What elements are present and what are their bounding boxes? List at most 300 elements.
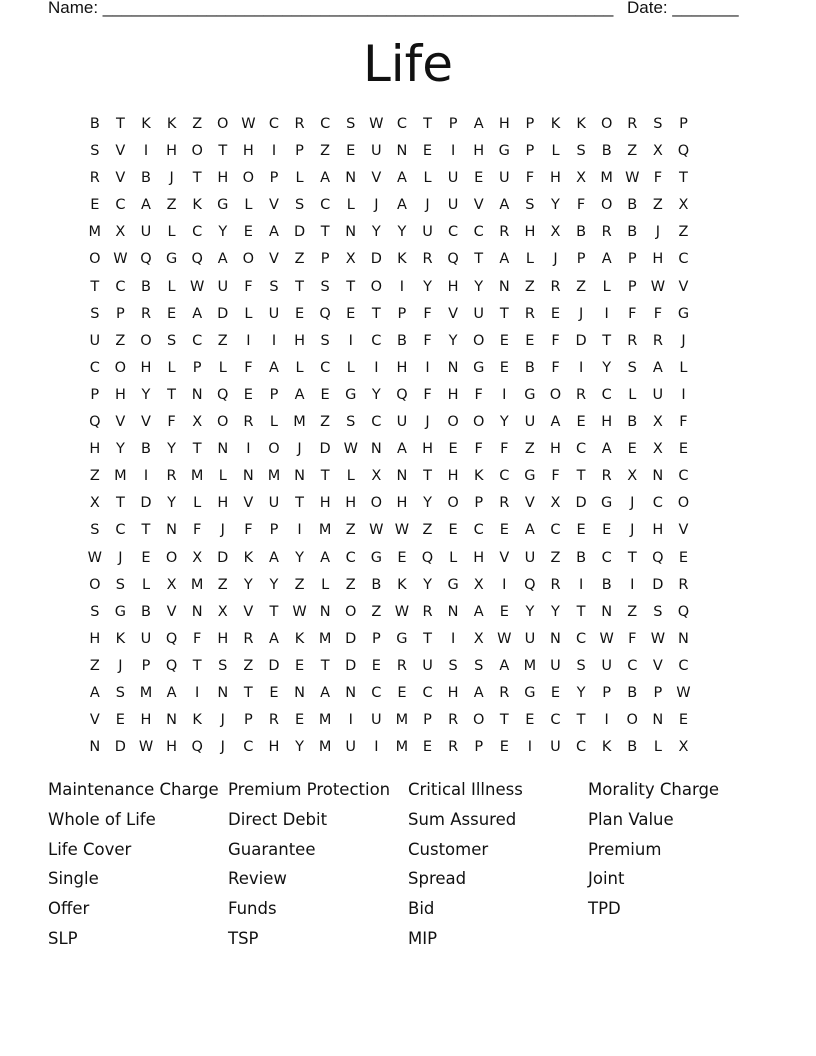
grid-letter: O <box>217 116 229 132</box>
grid-letter: I <box>374 739 379 756</box>
grid-letter: L <box>193 495 202 512</box>
grid-letter: D <box>140 495 152 512</box>
grid-letter: C <box>396 116 407 132</box>
grid-letter: J <box>630 495 635 512</box>
grid-letter: E <box>499 522 509 539</box>
grid-letter: Z <box>678 224 689 241</box>
grid-letter: A <box>652 359 663 376</box>
grid-letter: H <box>217 630 229 647</box>
grid-letter: Y <box>371 386 381 403</box>
grid-letter: I <box>348 332 353 349</box>
grid-letter: N <box>294 468 305 485</box>
grid-letter: X <box>550 224 561 241</box>
grid-letter: P <box>525 116 535 132</box>
grid-letter: V <box>115 143 126 160</box>
grid-letter: X <box>678 739 689 756</box>
grid-letter: L <box>218 468 227 485</box>
grid-letter: Z <box>217 576 228 593</box>
grid-letter: W <box>369 522 384 539</box>
grid-letter: C <box>320 197 331 214</box>
grid-letter: S <box>627 359 637 376</box>
grid-letter: Q <box>165 657 178 674</box>
grid-letter: R <box>499 495 510 512</box>
grid-letter: Y <box>576 684 586 701</box>
grid-letter: C <box>345 549 356 566</box>
grid-letter: Q <box>524 576 536 593</box>
grid-letter: M <box>190 576 204 593</box>
grid-letter: Z <box>243 657 254 674</box>
grid-letter: K <box>192 197 202 214</box>
word-bank-item: Review <box>228 869 287 889</box>
grid-letter: Z <box>627 143 638 160</box>
grid-letter: U <box>371 143 382 160</box>
grid-letter: P <box>192 359 202 376</box>
grid-letter: M <box>318 522 332 539</box>
grid-letter: Y <box>397 224 407 241</box>
grid-letter: O <box>217 414 229 431</box>
grid-letter: Y <box>167 441 176 458</box>
grid-letter: E <box>294 657 305 674</box>
grid-letter: N <box>447 359 459 376</box>
grid-letter: I <box>246 332 251 349</box>
grid-letter: W <box>87 549 102 566</box>
word-bank-item: Whole of Life <box>48 809 156 829</box>
grid-letter: O <box>89 251 101 268</box>
grid-letter: S <box>269 278 279 295</box>
grid-letter: K <box>397 251 407 268</box>
grid-letter: H <box>473 143 485 160</box>
grid-letter: O <box>472 332 485 349</box>
grid-letter: T <box>269 603 279 620</box>
grid-letter: R <box>422 251 433 268</box>
grid-letter: Z <box>89 468 100 485</box>
grid-letter: Z <box>524 441 535 458</box>
grid-letter: N <box>166 712 177 729</box>
grid-letter: V <box>115 414 126 431</box>
grid-letter: H <box>268 739 280 756</box>
grid-letter: T <box>167 386 176 403</box>
grid-letter: R <box>448 739 459 756</box>
grid-letter: E <box>499 332 509 349</box>
grid-letter: S <box>346 414 356 431</box>
grid-letter: W <box>343 441 358 458</box>
page-title: Life <box>362 35 454 93</box>
grid-row <box>82 575 696 602</box>
grid-letter: W <box>292 603 307 620</box>
grid-letter: X <box>115 224 126 241</box>
grid-letter: E <box>371 657 381 674</box>
grid-letter: T <box>115 495 125 512</box>
grid-letter: C <box>115 522 126 539</box>
grid-letter: O <box>677 495 690 512</box>
grid-letter: S <box>115 576 125 593</box>
grid-letter: W <box>497 630 512 647</box>
grid-letter: H <box>217 495 229 512</box>
grid-letter: T <box>602 332 612 349</box>
grid-letter: J <box>220 522 225 539</box>
grid-letter: Y <box>423 495 432 512</box>
grid-letter: T <box>346 278 356 295</box>
grid-letter: A <box>396 197 407 214</box>
grid-letter: V <box>652 657 663 674</box>
grid-letter: E <box>678 712 689 729</box>
grid-letter: Y <box>243 576 253 593</box>
grid-letter: Y <box>474 278 484 295</box>
grid-letter: U <box>268 495 280 512</box>
grid-letter: G <box>447 576 459 593</box>
grid-letter: A <box>268 630 279 647</box>
grid-letter: F <box>193 522 202 539</box>
grid-letter: E <box>550 305 561 322</box>
grid-letter: M <box>318 630 332 647</box>
grid-letter: K <box>141 116 151 132</box>
grid-letter: E <box>678 441 689 458</box>
grid-letter: S <box>90 603 100 620</box>
grid-letter: B <box>141 278 151 295</box>
grid-letter: E <box>166 305 177 322</box>
grid-letter: A <box>601 251 612 268</box>
grid-letter: T <box>320 224 330 241</box>
grid-letter: L <box>628 386 637 403</box>
grid-letter: L <box>141 576 151 593</box>
grid-letter: Q <box>652 549 664 566</box>
grid-letter: U <box>422 657 433 674</box>
grid-letter: E <box>243 386 253 403</box>
grid-letter: O <box>447 495 459 512</box>
grid-letter: S <box>346 116 356 132</box>
grid-letter: T <box>423 630 432 647</box>
grid-letter: J <box>425 197 430 214</box>
grid-letter: Z <box>524 278 535 295</box>
grid-letter: V <box>141 414 151 431</box>
grid-letter: D <box>575 495 587 512</box>
grid-row <box>82 656 696 683</box>
grid-letter: U <box>140 224 152 241</box>
grid-letter: H <box>396 495 408 512</box>
grid-letter: C <box>601 386 612 403</box>
grid-letter: P <box>525 143 535 160</box>
grid-letter: V <box>524 495 535 512</box>
grid-letter: B <box>627 414 638 431</box>
grid-letter: U <box>447 197 459 214</box>
grid-letter: E <box>141 549 151 566</box>
grid-letter: D <box>652 576 664 593</box>
grid-letter: S <box>576 143 586 160</box>
grid-letter: X <box>652 143 663 160</box>
grid-letter: Y <box>499 414 509 431</box>
word-bank-item: Customer <box>408 839 489 859</box>
grid-letter: P <box>679 116 688 132</box>
grid-letter: I <box>271 143 277 160</box>
grid-letter: N <box>217 441 229 458</box>
grid-letter: Z <box>294 251 305 268</box>
grid-letter: M <box>318 739 332 756</box>
grid-letter: E <box>294 305 305 322</box>
grid-letter: J <box>220 739 225 756</box>
grid-letter: S <box>90 143 100 160</box>
grid-row <box>82 412 696 439</box>
grid-letter: R <box>89 170 100 187</box>
grid-letter: L <box>244 305 253 322</box>
grid-letter: A <box>499 251 510 268</box>
grid-letter: Y <box>423 278 432 295</box>
grid-letter: M <box>190 468 204 485</box>
grid-letter: W <box>394 522 410 539</box>
grid-letter: B <box>627 224 638 241</box>
grid-letter: Z <box>345 522 356 539</box>
grid-letter: B <box>576 549 587 566</box>
grid-letter: O <box>242 251 255 268</box>
grid-letter: L <box>321 576 330 593</box>
grid-letter: N <box>498 278 510 295</box>
grid-letter: W <box>138 739 154 756</box>
grid-letter: Y <box>602 359 612 376</box>
grid-letter: F <box>576 197 586 214</box>
word-bank-item: Bid <box>408 899 435 919</box>
grid-letter: E <box>448 441 458 458</box>
grid-letter: T <box>474 251 484 268</box>
grid-letter: X <box>473 630 484 647</box>
grid-letter: D <box>293 224 306 241</box>
grid-letter: K <box>243 549 254 566</box>
grid-letter: H <box>89 441 101 458</box>
word-bank-item: Maintenance Charge <box>48 780 219 799</box>
grid-letter: T <box>423 468 432 485</box>
grid-letter: Q <box>396 386 408 403</box>
grid-letter: W <box>241 116 256 132</box>
grid-letter: N <box>166 522 177 539</box>
grid-letter: O <box>370 278 383 295</box>
grid-row <box>82 629 696 656</box>
grid-letter: D <box>217 549 229 566</box>
grid-letter: T <box>499 712 509 729</box>
grid-letter: C <box>243 739 254 756</box>
grid-letter: I <box>143 468 149 485</box>
grid-letter: X <box>371 468 382 485</box>
grid-letter: R <box>294 116 305 132</box>
grid-letter: L <box>167 224 176 241</box>
grid-letter: G <box>601 495 613 512</box>
grid-letter: N <box>396 143 408 160</box>
grid-letter: D <box>114 739 126 756</box>
grid-row <box>82 141 696 168</box>
grid-letter: S <box>294 197 305 214</box>
grid-letter: D <box>345 657 357 674</box>
word-bank-item: Direct Debit <box>228 809 328 829</box>
word-bank-item: Guarantee <box>228 839 316 859</box>
grid-letter: H <box>217 170 229 187</box>
grid-letter: V <box>243 495 254 512</box>
grid-letter: U <box>550 657 561 674</box>
grid-letter: I <box>195 684 200 701</box>
grid-letter: C <box>371 414 382 431</box>
grid-letter: O <box>345 603 357 620</box>
grid-letter: F <box>423 332 432 349</box>
grid-letter: N <box>652 468 664 485</box>
grid-letter: B <box>396 332 407 349</box>
grid-row <box>82 168 696 195</box>
grid-letter: D <box>268 657 280 674</box>
grid-row <box>82 222 696 249</box>
grid-letter: K <box>192 712 202 729</box>
grid-letter: T <box>576 468 586 485</box>
grid-letter: A <box>320 684 331 701</box>
grid-letter: W <box>599 630 614 647</box>
grid-letter: Z <box>320 143 331 160</box>
grid-letter: C <box>601 549 612 566</box>
grid-letter: E <box>499 603 509 620</box>
grid-letter: O <box>114 359 127 376</box>
grid-letter: J <box>681 332 686 349</box>
grid-letter: A <box>601 441 612 458</box>
grid-letter: A <box>192 305 203 322</box>
grid-letter: L <box>218 359 227 376</box>
grid-letter: V <box>678 278 689 295</box>
grid-letter: H <box>498 116 510 132</box>
grid-letter: U <box>524 630 536 647</box>
grid-letter: S <box>115 684 125 701</box>
grid-letter: Y <box>423 576 432 593</box>
grid-letter: S <box>320 278 330 295</box>
grid-letter: C <box>550 712 561 729</box>
grid-letter: R <box>268 712 279 729</box>
grid-letter: O <box>472 414 485 431</box>
grid-row <box>82 195 696 222</box>
grid-letter: B <box>141 441 151 458</box>
grid-letter: G <box>473 359 485 376</box>
grid-row <box>82 466 696 493</box>
grid-letter: P <box>269 386 279 403</box>
grid-letter: Y <box>525 603 535 620</box>
grid-letter: S <box>320 332 330 349</box>
grid-letter: Z <box>627 603 638 620</box>
grid-letter: P <box>448 116 458 132</box>
grid-letter: T <box>295 278 304 295</box>
grid-letter: A <box>499 657 510 674</box>
grid-letter: A <box>268 549 279 566</box>
grid-letter: F <box>628 630 637 647</box>
grid-letter: X <box>217 603 228 620</box>
grid-letter: S <box>525 197 535 214</box>
grid-letter: I <box>143 143 149 160</box>
grid-letter: K <box>115 630 126 647</box>
grid-letter: P <box>269 170 279 187</box>
grid-letter: E <box>627 441 637 458</box>
grid-letter: D <box>217 305 229 322</box>
grid-letter: A <box>89 684 100 701</box>
grid-letter: H <box>166 739 178 756</box>
word-bank-item: SLP <box>48 928 78 948</box>
word-bank-item: MIP <box>408 928 438 948</box>
grid-letter: E <box>550 684 561 701</box>
grid-letter: I <box>450 630 456 647</box>
grid-letter: I <box>502 386 507 403</box>
grid-letter: O <box>242 170 255 187</box>
grid-letter: P <box>397 305 407 322</box>
grid-letter: F <box>525 170 535 187</box>
grid-letter: R <box>601 468 612 485</box>
grid-letter: H <box>447 468 459 485</box>
grid-letter: T <box>576 712 586 729</box>
grid-letter: Y <box>551 603 560 620</box>
grid-letter: O <box>89 576 101 593</box>
grid-letter: F <box>551 359 560 376</box>
grid-letter: H <box>550 441 561 458</box>
grid-letter: M <box>88 224 102 241</box>
grid-letter: G <box>370 549 382 566</box>
grid-letter: D <box>345 630 357 647</box>
word-bank-item: Single <box>48 869 99 889</box>
grid-letter: Z <box>294 576 305 593</box>
grid-letter: E <box>269 684 279 701</box>
grid-letter: I <box>450 143 456 160</box>
grid-letter: A <box>141 197 151 214</box>
grid-row <box>82 548 696 575</box>
grid-letter: O <box>600 116 613 132</box>
grid-letter: F <box>653 170 663 187</box>
grid-letter: A <box>268 359 279 376</box>
grid-letter: E <box>346 305 356 322</box>
grid-letter: P <box>141 657 151 674</box>
grid-letter: P <box>474 739 484 756</box>
grid-letter: V <box>115 170 126 187</box>
grid-row <box>82 277 696 304</box>
grid-letter: S <box>218 657 228 674</box>
grid-letter: E <box>346 143 356 160</box>
grid-letter: M <box>114 468 127 485</box>
grid-letter: H <box>345 495 357 512</box>
grid-letter: Q <box>677 603 690 620</box>
grid-letter: P <box>423 712 432 729</box>
grid-letter: A <box>294 386 305 403</box>
grid-letter: C <box>448 224 459 241</box>
word-bank-item: Premium <box>588 839 662 859</box>
grid-letter: B <box>141 603 151 620</box>
word-bank-item: Spread <box>408 869 467 889</box>
grid-letter: S <box>653 116 663 132</box>
grid-letter: W <box>190 278 205 295</box>
grid-letter: A <box>473 684 484 701</box>
grid-letter: H <box>140 359 152 376</box>
grid-letter: N <box>319 603 331 620</box>
grid-letter: N <box>294 684 305 701</box>
grid-letter: E <box>525 712 535 729</box>
grid-letter: T <box>192 170 202 187</box>
grid-letter: W <box>369 116 384 132</box>
grid-letter: I <box>527 739 533 756</box>
grid-letter: H <box>447 278 459 295</box>
grid-letter: I <box>604 712 609 729</box>
grid-letter: U <box>396 414 408 431</box>
grid-letter: U <box>524 549 536 566</box>
grid-letter: T <box>192 657 202 674</box>
name-field-label: Name: ______________________________________________________ <box>48 0 614 17</box>
grid-letter: E <box>397 684 407 701</box>
grid-letter: C <box>627 657 638 674</box>
grid-letter: F <box>167 414 176 431</box>
grid-letter: E <box>90 197 100 214</box>
grid-letter: B <box>601 576 612 593</box>
grid-letter: P <box>627 251 637 268</box>
grid-row <box>82 602 696 629</box>
grid-letter: F <box>551 332 560 349</box>
grid-letter: R <box>396 657 407 674</box>
word-bank-item: Morality Charge <box>588 780 720 799</box>
grid-letter: W <box>113 251 128 268</box>
grid-letter: H <box>294 332 305 349</box>
grid-letter: Q <box>191 251 203 268</box>
grid-letter: L <box>244 197 253 214</box>
